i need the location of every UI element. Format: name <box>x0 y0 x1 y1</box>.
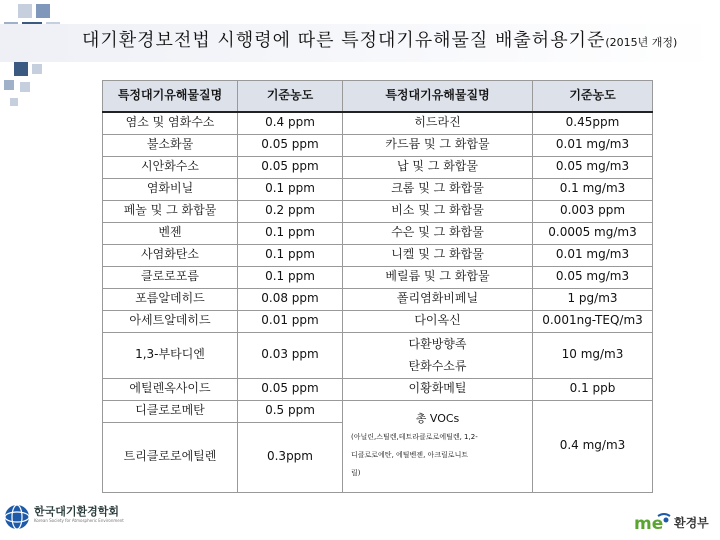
value-cell: 0.1 mg/m3 <box>533 178 653 200</box>
voc-desc-line1: (아닐린,스틸렌,테트라클로로에틸렌, 1,2- <box>351 433 478 441</box>
substance-cell: 포름알데히드 <box>103 288 238 310</box>
globe-logo-icon <box>4 504 30 530</box>
pah-name-line1: 다환방향족 <box>408 337 467 351</box>
value-cell: 0.1 ppm <box>238 266 343 288</box>
value-cell: 0.05 ppm <box>238 134 343 156</box>
voc-desc-line2: 디클로로에탄, 에틸벤젠, 아크릴로니트 <box>351 451 469 459</box>
value-cell: 0.0005 mg/m3 <box>533 222 653 244</box>
table-row <box>103 400 653 422</box>
header-concentration-left: 기준농도 <box>238 81 343 113</box>
table-row <box>103 332 653 378</box>
value-cell: 0.45ppm <box>533 112 653 134</box>
value-cell: 0.01 mg/m3 <box>533 134 653 156</box>
decorative-squares <box>0 0 80 130</box>
substance-cell: 에틸렌옥사이드 <box>103 378 238 400</box>
value-cell: 0.1 ppb <box>533 378 653 400</box>
value-cell: 0.05 ppm <box>238 156 343 178</box>
substance-cell: 벤젠 <box>103 222 238 244</box>
substance-cell: 시안화수소 <box>103 156 238 178</box>
substance-cell: 아세트알데히드 <box>103 310 238 332</box>
value-cell: 0.3ppm <box>238 422 343 492</box>
substance-cell: 디클로로메탄 <box>103 400 238 422</box>
value-cell: 0.003 ppm <box>533 200 653 222</box>
ksae-name: 한국대기환경학회 <box>34 505 120 518</box>
header-substance-left: 특정대기유해물질명 <box>103 81 238 113</box>
table-row <box>103 156 653 178</box>
ministry-logo <box>634 510 718 536</box>
voc-desc-line3: 릴) <box>351 469 361 477</box>
table-row <box>103 134 653 156</box>
value-cell: 0.001ng-TEQ/m3 <box>533 310 653 332</box>
value-cell: 1 pg/m3 <box>533 288 653 310</box>
substance-cell: 사염화탄소 <box>103 244 238 266</box>
table-row <box>103 244 653 266</box>
substance-cell: 염소 및 염화수소 <box>103 112 238 134</box>
table-row <box>103 222 653 244</box>
value-cell: 0.05 mg/m3 <box>533 266 653 288</box>
value-cell: 0.4 ppm <box>238 112 343 134</box>
value-cell: 0.05 ppm <box>238 378 343 400</box>
substance-cell: 클로로포름 <box>103 266 238 288</box>
value-cell: 0.05 mg/m3 <box>533 156 653 178</box>
substance-cell: 베릴륨 및 그 화합물 <box>343 266 533 288</box>
emission-standards-table <box>102 80 653 493</box>
table-header-row <box>103 81 653 113</box>
header-substance-right: 특정대기유해물질명 <box>343 81 533 113</box>
value-cell: 0.5 ppm <box>238 400 343 422</box>
table-row <box>103 178 653 200</box>
table-row <box>103 288 653 310</box>
me-logo-icon <box>634 510 672 534</box>
value-cell: 0.1 ppm <box>238 178 343 200</box>
value-cell: 0.2 ppm <box>238 200 343 222</box>
header-concentration-right: 기준농도 <box>533 81 653 113</box>
table-row <box>103 310 653 332</box>
value-cell: 0.1 ppm <box>238 222 343 244</box>
table-row <box>103 266 653 288</box>
substance-cell: 페놀 및 그 화합물 <box>103 200 238 222</box>
value-cell: 10 mg/m3 <box>533 332 653 378</box>
svg-text:me: me <box>634 514 664 534</box>
value-cell: 0.08 ppm <box>238 288 343 310</box>
substance-cell: 폴리염화비페닐 <box>343 288 533 310</box>
substance-cell: 니켈 및 그 화합물 <box>343 244 533 266</box>
ksae-subtitle: Korean Society for Atmospheric Environment <box>34 518 124 523</box>
table-row <box>103 200 653 222</box>
substance-cell-voc <box>343 400 533 492</box>
value-cell: 0.1 ppm <box>238 244 343 266</box>
substance-cell: 불소화물 <box>103 134 238 156</box>
table-row <box>103 112 653 134</box>
page-title <box>82 26 677 52</box>
substance-cell: 이황화메틸 <box>343 378 533 400</box>
substance-cell: 수은 및 그 화합물 <box>343 222 533 244</box>
substance-cell: 비소 및 그 화합물 <box>343 200 533 222</box>
substance-cell: 트리클로로에틸렌 <box>103 422 238 492</box>
table-row <box>103 378 653 400</box>
substance-cell: 히드라진 <box>343 112 533 134</box>
pah-name-line2: 탄화수소류 <box>408 359 467 373</box>
value-cell: 0.4 mg/m3 <box>533 400 653 492</box>
ministry-name: 환경부 <box>674 516 709 530</box>
value-cell: 0.01 ppm <box>238 310 343 332</box>
title-main: 대기환경보전법 시행령에 따른 특정대기유해물질 배출허용기준 <box>82 30 606 51</box>
substance-cell: 납 및 그 화합물 <box>343 156 533 178</box>
value-cell: 0.03 ppm <box>238 332 343 378</box>
title-sub: (2015년 개정) <box>605 36 678 49</box>
substance-cell: 크롬 및 그 화합물 <box>343 178 533 200</box>
value-cell: 0.01 mg/m3 <box>533 244 653 266</box>
substance-cell: 다이옥신 <box>343 310 533 332</box>
voc-head: 총 VOCs <box>415 412 460 425</box>
substance-cell: 카드뮴 및 그 화합물 <box>343 134 533 156</box>
substance-cell: 1,3-부타디엔 <box>103 332 238 378</box>
substance-cell-pah <box>343 332 533 378</box>
ksae-logo <box>4 500 134 534</box>
substance-cell: 염화비닐 <box>103 178 238 200</box>
